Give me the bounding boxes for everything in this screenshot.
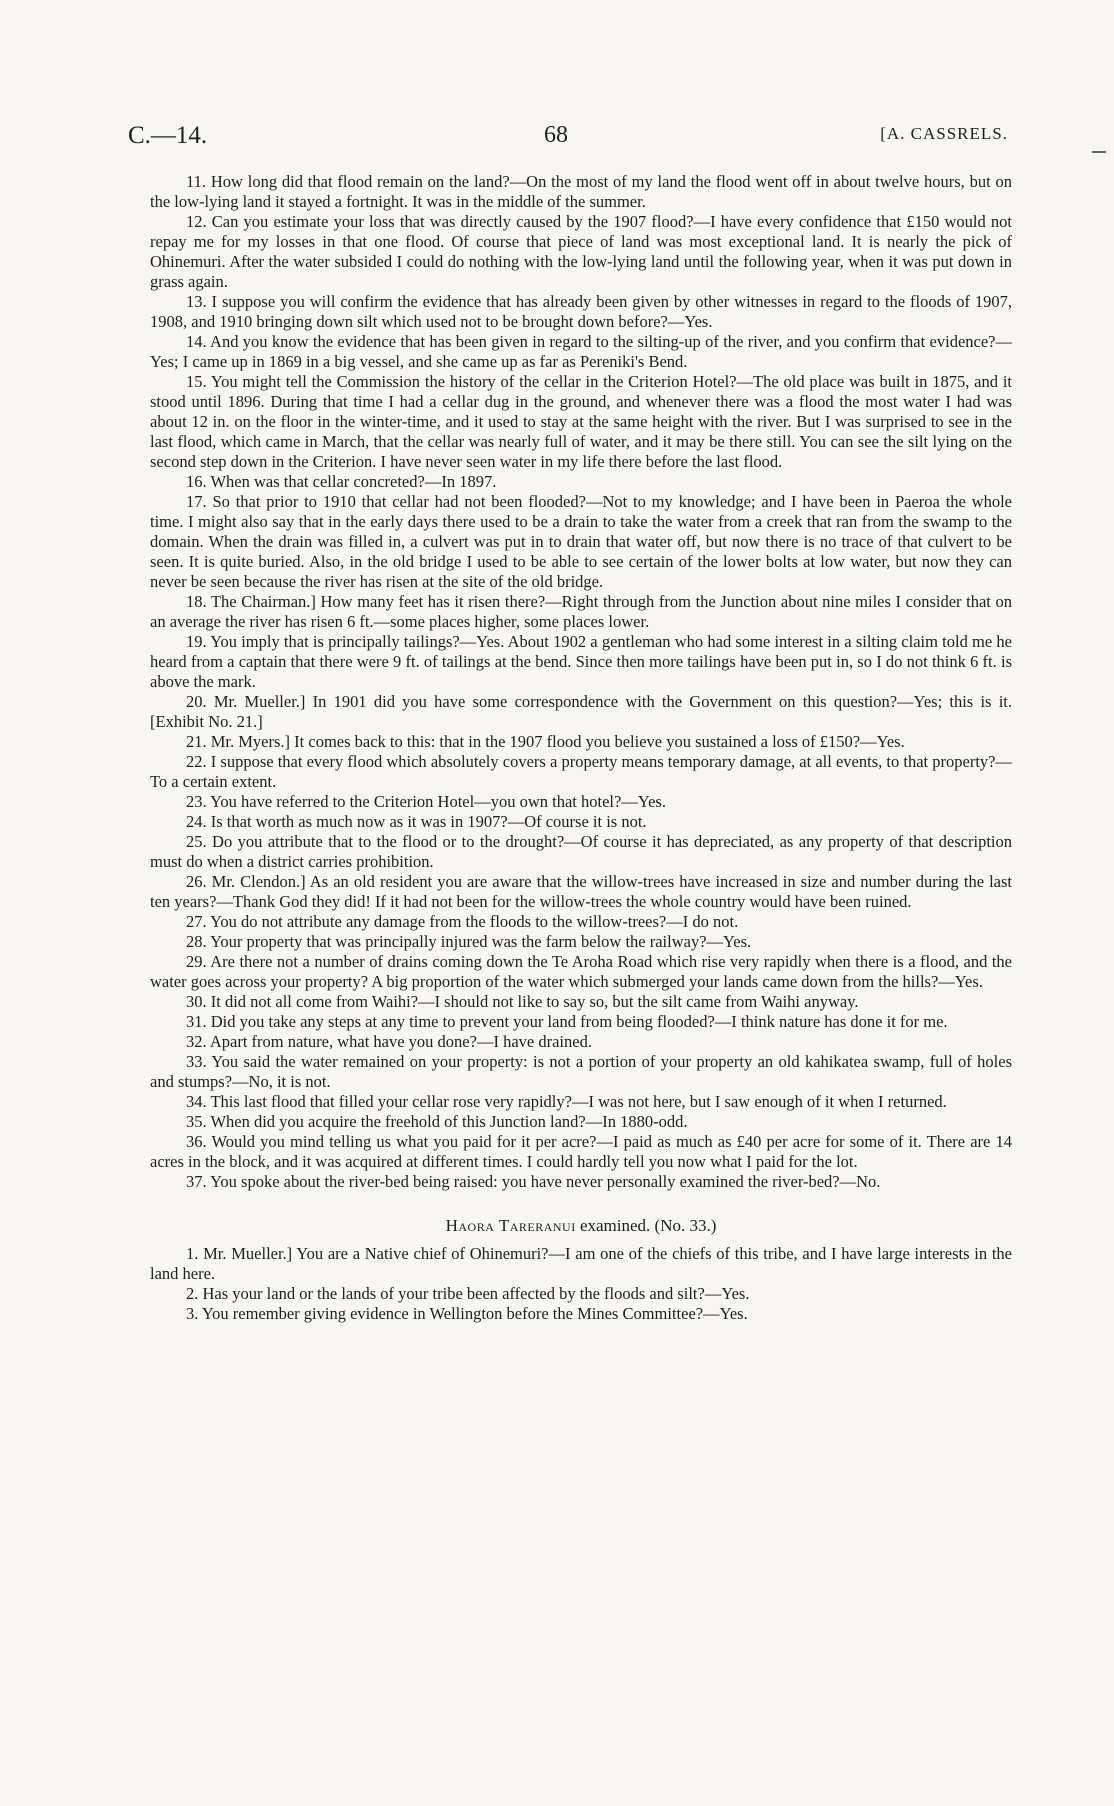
paragraph-q15: 15. You might tell the Commission the history of the cellar in the Criterion Hotel?—The old place was built in 1875, and it stood until 1896. During that time I had a cellar dug in the ground, and whenever there was a flood the most water I had was about 12 in. on the floor in the winter-time, and it used to stay at the same height with the river. But I was surprised to see in the last flood, which came in March, that the cellar was nearly full of water, and it may be there still. You can see the silt lying on the second step down in the Criterion. I have never seen water in my life there before the last flood. — [150, 372, 1012, 471]
paragraph-q35: 35. When did you acquire the freehold of this Junction land?—In 1880-odd. — [186, 1112, 688, 1131]
paragraph-q33: 33. You said the water remained on your property: is not a portion of your property an old kahikatea swamp, full of holes and stumps?—No, it is not. — [150, 1052, 1012, 1091]
parliamentary-paper-ref: C.—14. — [128, 122, 208, 149]
paragraph-q23: 23. You have referred to the Criterion Hotel—you own that hotel?—Yes. — [186, 792, 666, 811]
paragraph-q22: 22. I suppose that every flood which absolutely covers a property means temporary damage, at all events, to that property?—To a certain extent. — [150, 752, 1012, 791]
paragraph-q21: 21. Mr. Myers.] It comes back to this: that in the 1907 flood you believe you sustained a loss of £150?—Yes. — [186, 732, 905, 751]
paragraph-q37: 37. You spoke about the river-bed being raised: you have never personally examined the river-bed?—No. — [186, 1172, 881, 1191]
paragraph-q24: 24. Is that worth as much now as it was in 1907?—Of course it is not. — [186, 812, 647, 831]
paragraph-h1: 1. Mr. Mueller.] You are a Native chief of Ohinemuri?—I am one of the chiefs of this tribe, and I have large interests in the land here. — [150, 1244, 1012, 1283]
paragraph-q18: 18. The Chairman.] How many feet has it risen there?—Right through from the Junction about nine miles I consider that on an average the river has risen 6 ft.—some places higher, some places lower. — [150, 592, 1012, 631]
paragraph-q26: 26. Mr. Clendon.] As an old resident you are aware that the willow-trees have increased in size and number during the last ten years?—Thank God they did! If it had not been for the willow-trees the whole country would have been ruined. — [150, 872, 1012, 911]
paragraph-q29: 29. Are there not a number of drains coming down the Te Aroha Road which rise very rapidly when there is a flood, and the water goes across your property? A big proportion of the water which submerged your lands came down from the hills?—Yes. — [150, 952, 1012, 991]
paragraph-h2: 2. Has your land or the lands of your tribe been affected by the floods and silt?—Yes. — [186, 1284, 750, 1303]
paragraph-q32: 32. Apart from nature, what have you done?—I have drained. — [186, 1032, 592, 1051]
evidence-text — [150, 172, 1012, 1324]
paragraph-q13: 13. I suppose you will confirm the evidence that has already been given by other witnesses in regard to the floods of 1907, 1908, and 1910 bringing down silt which used not to be brought down before?—Yes. — [150, 292, 1012, 331]
paragraph-q34: 34. This last flood that filled your cellar rose very rapidly?—I was not here, but I saw enough of it when I returned. — [186, 1092, 947, 1111]
paragraph-q31: 31. Did you take any steps at any time to prevent your land from being flooded?—I think nature has done it for me. — [186, 1012, 948, 1031]
paragraph-q14: 14. And you know the evidence that has been given in regard to the silting-up of the river, and you confirm that evidence?—Yes; I came up in 1869 in a big vessel, and she came up as far as Pereniki's Bend. — [150, 332, 1012, 371]
paragraph-q28: 28. Your property that was principally injured was the farm below the railway?—Yes. — [186, 932, 752, 951]
paragraph-q25: 25. Do you attribute that to the flood or to the drought?—Of course it has depreciated, as any property of that description must do when a district carries prohibition. — [150, 832, 1012, 871]
paragraph-q20: 20. Mr. Mueller.] In 1901 did you have some correspondence with the Government on this question?—Yes; this is it. [Exhibit No. 21.] — [150, 692, 1012, 731]
witness-name: Haora Tareranui — [445, 1216, 576, 1235]
paragraph-h3: 3. You remember giving evidence in Wellington before the Mines Committee?—Yes. — [186, 1304, 748, 1323]
paragraph-q11: 11. How long did that flood remain on the land?—On the most of my land the flood went off in about twelve hours, but on the low-lying land it stayed a fortnight. It was in the middle of the summer. — [150, 172, 1012, 211]
paragraph-q27: 27. You do not attribute any damage from the floods to the willow-trees?—I do not. — [186, 912, 739, 931]
margin-dash-mark — [1092, 150, 1106, 154]
paragraph-q19: 19. You imply that is principally tailings?—Yes. About 1902 a gentleman who had some interest in a silting claim told me he heard from a captain that there were 9 ft. of tailings at the bend. Since then more tailings have been put in, so I do not think 6 ft. is above the mark. — [150, 632, 1012, 691]
paragraph-q36: 36. Would you mind telling us what you paid for it per acre?—I paid as much as £40 per acre for some of it. There are 14 acres in the block, and it was acquired at different times. I could hardly tell you now what I paid for the lot. — [150, 1132, 1012, 1171]
paragraph-q16: 16. When was that cellar concreted?—In 1897. — [186, 472, 497, 491]
paragraph-q17: 17. So that prior to 1910 that cellar had not been flooded?—Not to my knowledge; and I have been in Paeroa the whole time. I might also say that in the early days there used to be a drain to take the water from a creek that ran from the swamp to the domain. When the drain was filled in, a culvert was put in to drain that water off, but now there is no trace of that culvert to be seen. It is quite buried. Also, in the old bridge I used to be able to see certain of the lower bolts at low water, but now they can never be seen because the river has risen at the site of the old bridge. — [150, 492, 1012, 591]
witness-heading-rest: examined. (No. 33.) — [575, 1216, 717, 1235]
paragraph-q30: 30. It did not all come from Waihi?—I should not like to say so, but the silt came from Waihi anyway. — [186, 992, 859, 1011]
witness-heading — [150, 1216, 1012, 1236]
page-number: 68 — [544, 122, 568, 148]
page-header — [128, 122, 1008, 154]
witness-ref: [A. CASSRELS. — [880, 124, 1008, 143]
paragraph-q12: 12. Can you estimate your loss that was directly caused by the 1907 flood?—I have every confidence that £150 would not repay me for my losses in that one flood. Of course that piece of land was most exceptional land. It is nearly the pick of Ohinemuri. After the water subsided I could do nothing with the low-lying land until the following year, when it was put down in grass again. — [150, 212, 1012, 291]
